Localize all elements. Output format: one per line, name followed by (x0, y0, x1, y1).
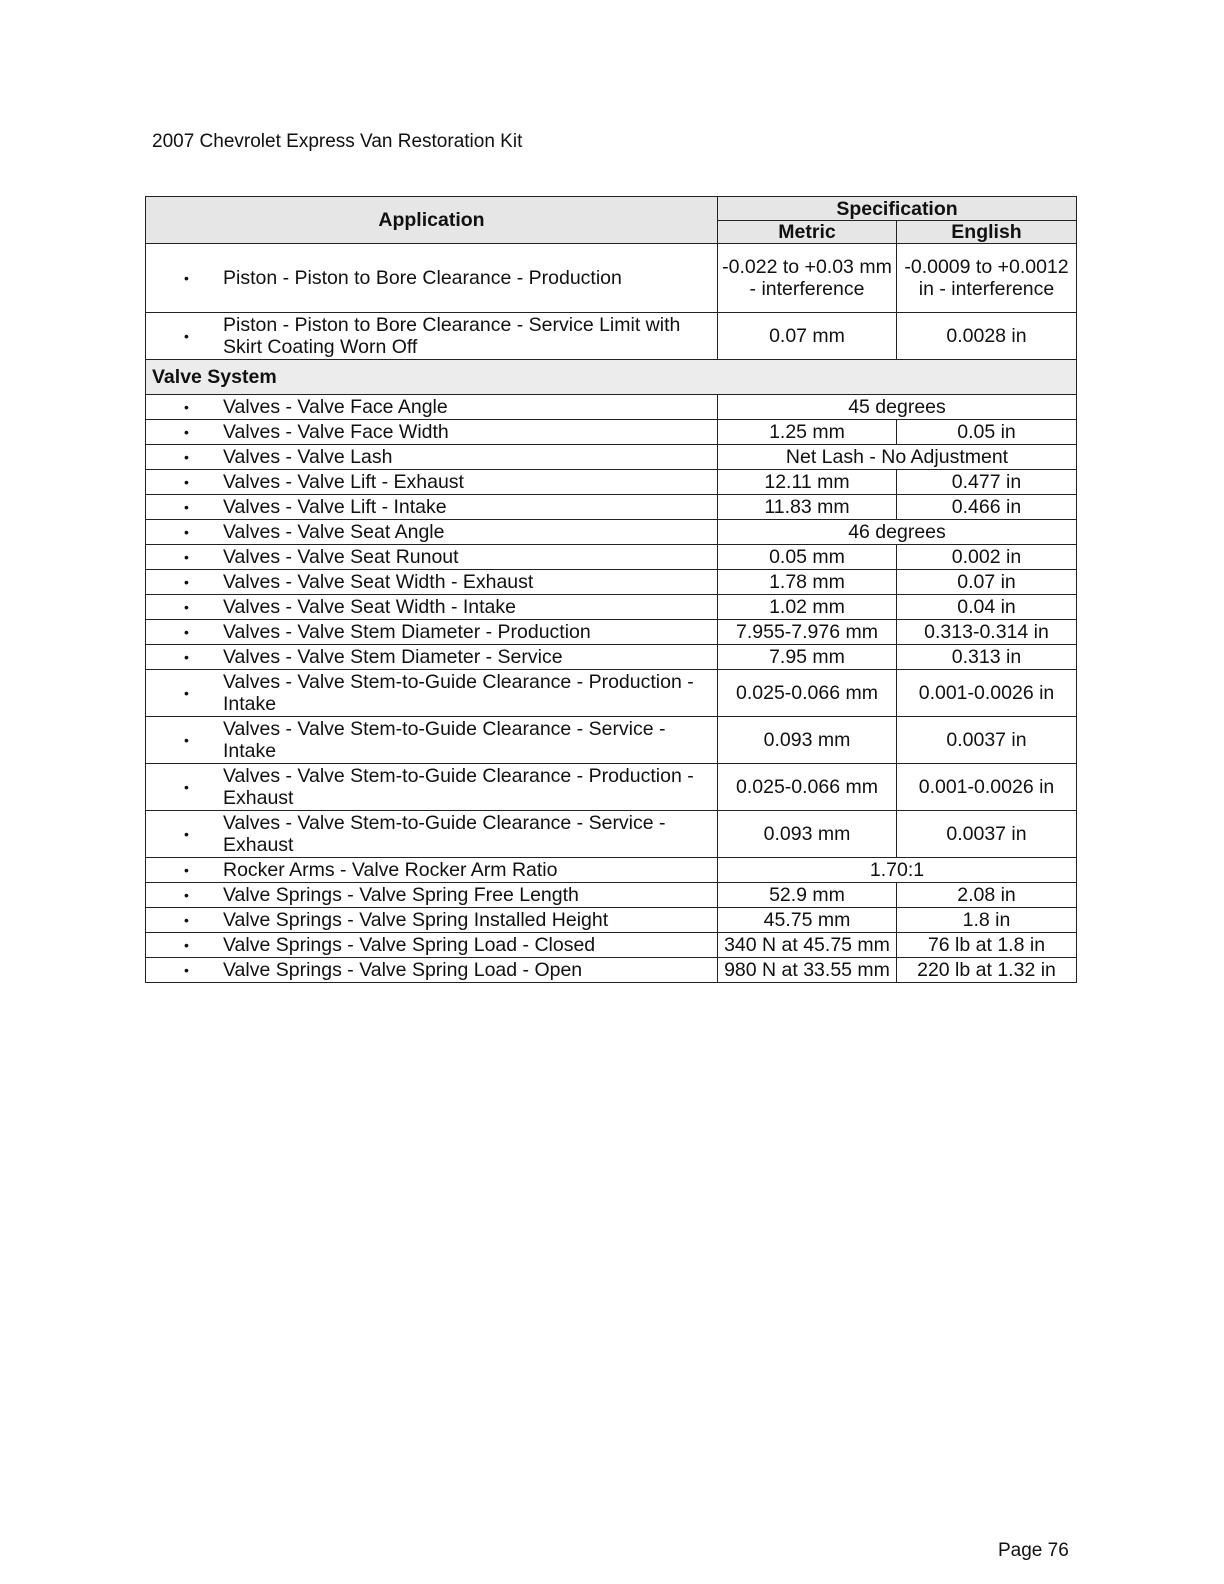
application-cell (146, 883, 718, 908)
application-label: Valves - Valve Face Width (223, 421, 449, 443)
application-label: Rocker Arms - Valve Rocker Arm Ratio (223, 859, 558, 881)
application-label: Valves - Valve Lash (223, 446, 393, 468)
metric-value: 340 N at 45.75 mm (718, 933, 897, 958)
bullet-icon: • (184, 912, 189, 928)
application-cell (146, 470, 718, 495)
table-row (146, 908, 1077, 933)
table-row (146, 244, 1077, 313)
document-title: 2007 Chevrolet Express Van Restoration Kit (152, 131, 523, 152)
bullet-icon: • (184, 424, 189, 440)
specification-table (145, 196, 1077, 983)
bullet-icon: • (184, 449, 189, 465)
page-number: Page 76 (998, 1540, 1069, 1561)
english-value: 0.07 in (897, 570, 1077, 595)
english-value: 0.0028 in (897, 313, 1077, 360)
english-value: 0.0037 in (897, 811, 1077, 858)
application-cell (146, 958, 718, 983)
bullet-icon: • (184, 962, 189, 978)
table-row (146, 764, 1077, 811)
metric-value: 52.9 mm (718, 883, 897, 908)
metric-value: 0.093 mm (718, 811, 897, 858)
application-label: Piston - Piston to Bore Clearance - Production (223, 267, 622, 289)
bullet-icon: • (184, 328, 189, 344)
bullet-icon: • (184, 474, 189, 490)
combined-value: 46 degrees (718, 520, 1077, 545)
column-header-application: Application (146, 197, 718, 244)
table-row (146, 545, 1077, 570)
table-row (146, 570, 1077, 595)
column-header-specification: Specification (718, 197, 1077, 221)
metric-value: -0.022 to +0.03 mm - interference (718, 244, 897, 313)
bullet-icon: • (184, 524, 189, 540)
bullet-icon: • (184, 624, 189, 640)
application-label: Valve Springs - Valve Spring Load - Closed (223, 934, 596, 956)
application-cell (146, 570, 718, 595)
table-row (146, 858, 1077, 883)
section-row (146, 360, 1077, 395)
application-cell (146, 520, 718, 545)
table-row (146, 445, 1077, 470)
metric-value: 0.05 mm (718, 545, 897, 570)
application-cell (146, 395, 718, 420)
english-value: 0.05 in (897, 420, 1077, 445)
application-cell (146, 495, 718, 520)
bullet-icon: • (184, 826, 189, 842)
application-cell (146, 811, 718, 858)
metric-value: 1.25 mm (718, 420, 897, 445)
bullet-icon: • (184, 887, 189, 903)
table-row (146, 670, 1077, 717)
application-cell (146, 244, 718, 313)
english-value: 0.313 in (897, 645, 1077, 670)
english-value: 0.0037 in (897, 717, 1077, 764)
metric-value: 12.11 mm (718, 470, 897, 495)
application-cell (146, 545, 718, 570)
table-row (146, 811, 1077, 858)
application-cell (146, 313, 718, 360)
metric-value: 1.02 mm (718, 595, 897, 620)
application-label: Valves - Valve Stem-to-Guide Clearance - Production - Exhaust (223, 765, 694, 809)
application-cell (146, 420, 718, 445)
table-row (146, 313, 1077, 360)
application-label: Valves - Valve Seat Width - Intake (223, 596, 516, 618)
table-row (146, 420, 1077, 445)
bullet-icon: • (184, 862, 189, 878)
application-label: Valves - Valve Lift - Exhaust (223, 471, 464, 493)
table-row (146, 717, 1077, 764)
application-cell (146, 645, 718, 670)
application-label: Valves - Valve Seat Angle (223, 521, 445, 543)
bullet-icon: • (184, 270, 189, 286)
english-value: 0.477 in (897, 470, 1077, 495)
english-value: 0.001-0.0026 in (897, 670, 1077, 717)
metric-value: 0.093 mm (718, 717, 897, 764)
bullet-icon: • (184, 732, 189, 748)
application-cell (146, 670, 718, 717)
english-value: 0.466 in (897, 495, 1077, 520)
combined-value: 1.70:1 (718, 858, 1077, 883)
table-row (146, 495, 1077, 520)
metric-value: 45.75 mm (718, 908, 897, 933)
section-heading-valve-system: Valve System (146, 360, 1077, 395)
application-label: Valves - Valve Stem-to-Guide Clearance - Service - Intake (223, 718, 666, 762)
metric-value: 0.07 mm (718, 313, 897, 360)
bullet-icon: • (184, 574, 189, 590)
english-value: 0.002 in (897, 545, 1077, 570)
metric-value: 980 N at 33.55 mm (718, 958, 897, 983)
english-value: 0.04 in (897, 595, 1077, 620)
english-value: 1.8 in (897, 908, 1077, 933)
application-cell (146, 764, 718, 811)
table-row (146, 520, 1077, 545)
metric-value: 7.95 mm (718, 645, 897, 670)
header-row-top (146, 197, 1077, 221)
bullet-icon: • (184, 937, 189, 953)
table-row (146, 958, 1077, 983)
column-header-metric: Metric (718, 221, 897, 244)
application-cell (146, 933, 718, 958)
table-row (146, 395, 1077, 420)
application-cell (146, 858, 718, 883)
table-row (146, 595, 1077, 620)
combined-value: Net Lash - No Adjustment (718, 445, 1077, 470)
application-label: Valves - Valve Stem Diameter - Service (223, 646, 563, 668)
english-value: 0.313-0.314 in (897, 620, 1077, 645)
metric-value: 1.78 mm (718, 570, 897, 595)
application-label: Valves - Valve Stem Diameter - Production (223, 621, 591, 643)
application-cell (146, 908, 718, 933)
table-row (146, 620, 1077, 645)
metric-value: 0.025-0.066 mm (718, 764, 897, 811)
bullet-icon: • (184, 649, 189, 665)
column-header-english: English (897, 221, 1077, 244)
table-row (146, 933, 1077, 958)
bullet-icon: • (184, 599, 189, 615)
table-row (146, 883, 1077, 908)
table-row (146, 470, 1077, 495)
application-label: Valve Springs - Valve Spring Installed Height (223, 909, 609, 931)
table-row (146, 645, 1077, 670)
application-label: Valves - Valve Face Angle (223, 396, 448, 418)
bullet-icon: • (184, 685, 189, 701)
application-label: Valves - Valve Seat Width - Exhaust (223, 571, 534, 593)
english-value: 0.001-0.0026 in (897, 764, 1077, 811)
metric-value: 11.83 mm (718, 495, 897, 520)
english-value: 76 lb at 1.8 in (897, 933, 1077, 958)
application-cell (146, 595, 718, 620)
bullet-icon: • (184, 499, 189, 515)
application-label: Piston - Piston to Bore Clearance - Service Limit with Skirt Coating Worn Off (223, 314, 681, 358)
application-cell (146, 445, 718, 470)
application-cell (146, 717, 718, 764)
bullet-icon: • (184, 779, 189, 795)
bullet-icon: • (184, 549, 189, 565)
bullet-icon: • (184, 399, 189, 415)
application-label: Valve Springs - Valve Spring Load - Open (223, 959, 583, 981)
english-value: 2.08 in (897, 883, 1077, 908)
application-label: Valve Springs - Valve Spring Free Length (223, 884, 579, 906)
application-label: Valves - Valve Stem-to-Guide Clearance - Production - Intake (223, 671, 694, 715)
english-value: -0.0009 to +0.0012 in - interference (897, 244, 1077, 313)
application-label: Valves - Valve Seat Runout (223, 546, 459, 568)
application-cell (146, 620, 718, 645)
english-value: 220 lb at 1.32 in (897, 958, 1077, 983)
application-label: Valves - Valve Lift - Intake (223, 496, 447, 518)
metric-value: 0.025-0.066 mm (718, 670, 897, 717)
metric-value: 7.955-7.976 mm (718, 620, 897, 645)
application-label: Valves - Valve Stem-to-Guide Clearance - Service - Exhaust (223, 812, 666, 856)
combined-value: 45 degrees (718, 395, 1077, 420)
